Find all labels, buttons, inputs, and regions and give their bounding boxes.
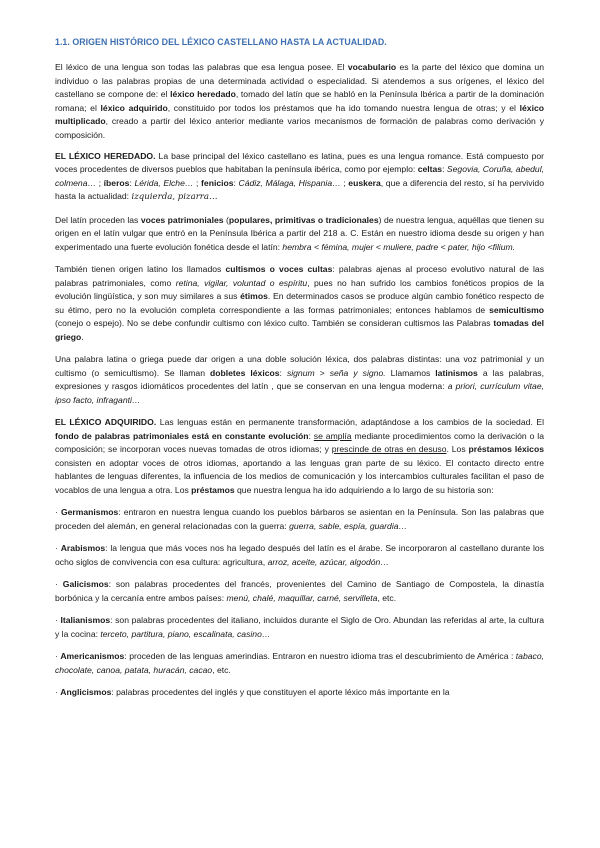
text: consisten en adoptar voces de otros idiomas, aportando a las lenguas gran parte de su léxico. El contacto directo entre hablantes de lenguas diferentes, la influencia de los medios de comunicación y los intercambios culturales facilitan el paso de vocablos de una lengua a otra. Los bbox=[55, 457, 544, 495]
term-euskera: euskera bbox=[348, 177, 381, 188]
example: arroz, aceite, azúcar, algodón… bbox=[267, 556, 389, 567]
bullet: · bbox=[55, 687, 61, 697]
text: mediante procedimientos como la derivación o la composición; se incorporan voces nuevas tomadas de otros idiomas; y bbox=[55, 430, 544, 454]
text: : palabras ajenas al proceso evolutivo natural de las palabras patrimoniales, como bbox=[55, 264, 545, 288]
text: : proceden de las lenguas amerindias. Entraron en nuestro idioma tras el descubrimiento de América : bbox=[124, 651, 516, 661]
text: : bbox=[279, 367, 287, 378]
example: signum > seña y signo. bbox=[286, 367, 386, 378]
term-tomadas-del-griego: tomadas del griego bbox=[55, 318, 544, 342]
term-cultismos: cultismos o voces cultas bbox=[225, 264, 333, 274]
list-item-anglicismos bbox=[55, 686, 544, 700]
list-item-germanismos bbox=[55, 506, 544, 533]
text: , constituido por todos los préstamos que ha ido tomando nuestra lengua de otras; y el bbox=[167, 102, 520, 113]
example: Segovia, Coruña, abedul, colmena… bbox=[55, 164, 544, 188]
underlined-phrase: se amplía bbox=[313, 430, 352, 441]
term-dobletes-lexicos: dobletes léxicos bbox=[210, 367, 280, 378]
term-voces-patrimoniales: voces patrimoniales bbox=[140, 214, 224, 225]
text: . bbox=[81, 331, 84, 342]
example: retina, vigilar, voluntad o espíritu bbox=[175, 277, 308, 288]
term-etimos: étimos bbox=[240, 291, 268, 301]
list-item-italianismos bbox=[55, 614, 544, 641]
text: ; bbox=[96, 177, 104, 188]
bullet: · bbox=[55, 615, 61, 625]
text: Una palabra latina o griega puede dar origen a una doble solución léxica, dos palabras distintas: una voz patrimonial y un cultismo (o semicultismo). Se llaman bbox=[55, 354, 544, 378]
text: : son palabras procedentes del italiano, incluidos durante el Siglo de Oro. Abundan las referidas al arte, la cultura y la cocina: bbox=[55, 615, 545, 639]
term-fondo-patrimonial: fondo de palabras patrimoniales está en constante evolución bbox=[55, 430, 309, 441]
term-vocabulario: vocabulario bbox=[347, 62, 397, 72]
text: a las palabras, expresiones y rasgos idiomáticos procedentes del latín , que se conservan en una lengua moderna: bbox=[55, 367, 544, 391]
heading-lexico-adquirido: EL LÉXICO ADQUIRIDO. bbox=[55, 417, 157, 427]
term-lexico-multiplicado: léxico multiplicado bbox=[55, 102, 544, 126]
text: También tienen origen latino los llamados bbox=[55, 264, 226, 274]
example: guerra, sable, espía, guardia… bbox=[289, 520, 408, 531]
term-arabismos: Arabismos bbox=[60, 543, 106, 553]
text: , tomado del latín que se habló en la Península Ibérica a partir de la dominación romana; el bbox=[55, 89, 544, 113]
text: Del latín proceden las bbox=[55, 214, 141, 225]
term-populares: populares, primitivas o tradicionales bbox=[228, 214, 379, 225]
text: , creado a partir del léxico anterior mediante varios mecanismos de formación de palabras como derivación y composición. bbox=[55, 116, 544, 140]
bullet: · bbox=[55, 543, 61, 553]
text: , etc. bbox=[212, 664, 231, 675]
dobletes-paragraph bbox=[55, 353, 544, 407]
text: ) de nuestra lengua, aquéllas que tienen su origen en el latín vulgar que entró en la Península Ibérica a partir del 218 a. C. Están en nuestro idioma desde su origen y han experimentado una fuerte evolución fonética desde el latín: bbox=[55, 214, 544, 252]
text: ( bbox=[223, 214, 229, 225]
term-latinismos: latinismos bbox=[435, 367, 478, 378]
example: terceto, partitura, piano, escalinata, casino… bbox=[100, 628, 271, 639]
text: (conejo o espejo). No se debe confundir cultismo con léxico culto. También se consideran cultismos las Palabras bbox=[55, 318, 494, 328]
term-germanismos: Germanismos bbox=[60, 507, 119, 517]
list-item-galicismos bbox=[55, 578, 544, 605]
example: a priori, currículum vitae, ipso facto, infraganti… bbox=[55, 381, 544, 405]
term-americanismos: Americanismos bbox=[60, 651, 125, 661]
term-lexico-heredado: léxico heredado bbox=[170, 89, 236, 99]
term-prestamos: préstamos bbox=[191, 484, 235, 495]
term-prestamos-lexicos: préstamos léxicos bbox=[468, 444, 544, 454]
underlined-phrase: prescinde de otras en desuso bbox=[331, 444, 447, 454]
text: El léxico de una lengua son todas las palabras que esa lengua posee. El bbox=[55, 62, 348, 72]
term-italianismos: Italianismos bbox=[60, 615, 111, 625]
lexico-adquirido-paragraph bbox=[55, 416, 544, 497]
term-fenicios: fenicios bbox=[201, 177, 234, 188]
lexico-heredado-paragraph bbox=[55, 150, 544, 205]
text: : la lengua que más voces nos ha legado después del latín es el árabe. Se incorporaron al castellano durante los ocho siglos de convivencia con esa cultura: agricultura, bbox=[55, 543, 544, 567]
text: ; bbox=[340, 177, 349, 188]
text: , que a diferencia del resto, sí ha pervivido hasta la actualidad: bbox=[55, 177, 544, 201]
text: . Los bbox=[446, 444, 469, 454]
example: hembra < fémina, mujer < muliere, padre < pater, hijo <filium. bbox=[282, 241, 516, 252]
text: : bbox=[129, 177, 135, 188]
voces-patrimoniales-paragraph bbox=[55, 214, 544, 255]
list-item-arabismos bbox=[55, 542, 544, 569]
text: Llamamos bbox=[385, 367, 436, 378]
term-galicismos: Galicismos bbox=[62, 579, 109, 589]
term-semicultismo: semicultismo bbox=[489, 304, 544, 315]
example: Cádiz, Málaga, Hispania… bbox=[238, 177, 341, 188]
term-celtas: celtas bbox=[417, 164, 443, 174]
example: Lérida, Elche… bbox=[134, 177, 194, 188]
example: izquierda, pizarra… bbox=[131, 192, 218, 202]
term-iberos: íberos bbox=[103, 177, 130, 188]
cultismos-paragraph bbox=[55, 263, 544, 344]
intro-paragraph bbox=[55, 61, 544, 142]
text: : bbox=[442, 164, 447, 174]
text: Las lenguas están en permanente transformación, adaptándose a los cambios de la sociedad. El bbox=[156, 417, 544, 427]
text: , pues no han sufrido los cambios fonéticos propios de la evolución lingüística, y son muy similares a sus bbox=[55, 277, 545, 301]
section-title: 1.1. ORIGEN HISTÓRICO DEL LÉXICO CASTELLANO HASTA LA ACTUALIDAD. bbox=[55, 37, 387, 47]
text: ; bbox=[193, 177, 202, 188]
text: , etc. bbox=[377, 592, 397, 603]
bullet: · bbox=[55, 507, 61, 517]
term-anglicismos: Anglicismos bbox=[60, 687, 112, 697]
text: es la parte del léxico que domina un individuo o las palabras propias de una determinada actividad o especialidad. Si atendemos a sus orígenes, el léxico del castellano se compone de: el bbox=[55, 62, 544, 99]
text: : bbox=[233, 177, 239, 188]
text: : son palabras procedentes del francés, provenientes del Camino de Santiago de Compostela, la dinastía borbónica y la cercanía entre ambos países: bbox=[55, 579, 545, 603]
text: : bbox=[308, 430, 314, 441]
text: que nuestra lengua ha ido adquiriendo a lo largo de su historia son: bbox=[234, 484, 494, 495]
bullet: · bbox=[55, 579, 63, 589]
example: menú, chalé, maquillar, carné, servilleta bbox=[226, 592, 378, 603]
example: tabaco, chocolate, canoa, patata, huracán, cacao bbox=[55, 651, 544, 675]
text: : entraron en nuestra lengua cuando los pueblos bárbaros se asientan en la Península. Son las palabras que proceden del alemán, en general relacionadas con la guerra: bbox=[55, 507, 544, 531]
heading-lexico-heredado: EL LÉXICO HEREDADO. bbox=[55, 150, 156, 161]
list-item-americanismos bbox=[55, 650, 544, 677]
text: La base principal del léxico castellano es latina, pues es una lengua romance. Está compuesto por voces procedentes de diversos pueblos que habitaban la península ibérica, como por ejemplo: bbox=[55, 150, 544, 174]
term-lexico-adquirido: léxico adquirido bbox=[100, 102, 168, 113]
text: : palabras procedentes del inglés y que constituyen el aporte léxico más importante en la bbox=[111, 687, 450, 697]
text: . En determinados casos se produce algún cambio fonético respecto de su étimo, pero no la evolución completa correspondiente a las formas patrimoniales; entonces hablamos de bbox=[55, 291, 544, 315]
bullet: · bbox=[55, 651, 61, 661]
